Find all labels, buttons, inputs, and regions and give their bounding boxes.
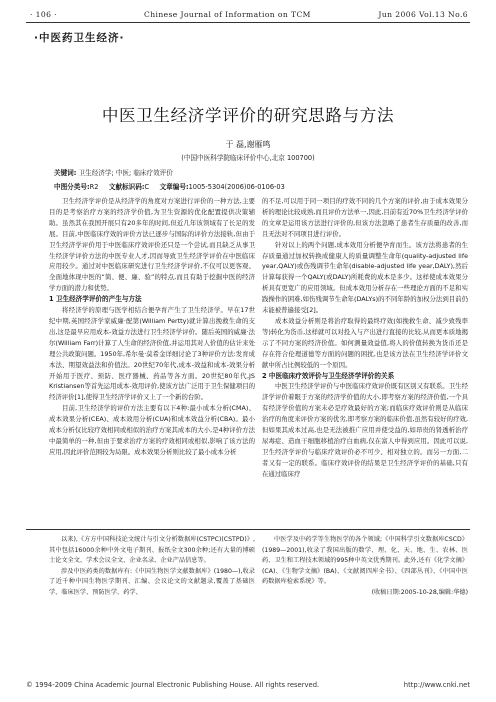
section-heading: 2 中医临床疗效评价与卫生经济学评价的关系 [262,371,395,380]
clc-value: R2 [89,183,99,191]
affiliation: (中国中医科学院临床评价中心,北京 100700) [181,154,315,162]
doc-code-value: C [144,183,150,191]
journal-name: Chinese Journal of Information on TCM [144,10,311,19]
footnote-paragraph: 涉及中医药类的数据库有:《中国生物医学文献数据库》(1980—),收录了近千种中国生物医学期刊、汇编、会议论文的文献题录,覆盖了基础医学、临床医学、预防医学、药学、 [49,567,255,596]
article-no-label: 文章编号: [159,183,189,191]
paragraph: 目前,卫生经济学的评价方法主要有以下4种:最小成本分析(CMA)、成本效果分析(CEA)、成本效用分析(CUA)和成本效益分析(CBA)。最小成本分析仅比较疗效相同或相似的治疗方案其成本的大小,是4种评价方法中最简单的一种,但由于要求治疗方案的疗效相同或相似,影响了该方法的应用,因此评价范围较为局限。成本效果分析则比较了最小成本分析 [49,404,255,456]
paragraph: 针对以上的两个问题,成本效用分析便孕育而生。该方法将患者的生存质量通过加权转换成健康人的质量调整生命年(quality-adjusted life year,QALY)或伤残调节生命年(disable-adjusted life year,DALY),然后计算每获得一个QALY(或DALY)所耗费的成本是多少。这样使成本效果分析具有更宽广的应用领域。但成本效用分析存在一些理论方面的不足和实践操作的困难,如伤残调节生命年(DALYs)的不同年龄的加权分法到目前仍未能被普遍接受[2]。 [262,240,468,315]
doc-code-label: 文献标识码: [108,183,145,191]
clc-label: 中图分类号: [54,183,90,191]
paragraph: 将经济学的原理与医学相结合便孕育产生了卫生经济学。早在17世纪中期,英国经济学家威廉·配第(William Pertty)就计算出挽救生命的支出,这是最早应用成本-效益方法进行卫生经济学评价。随后英国的威廉·法尔(William Farr)计算了人生命的经济价值,并运用其对人价值的估计来处理公共政策问题。1950年,希尔曼·莫希金详细讨论了3种评价方法:发育成本法、期望效益法和价值法。20世纪70年代,成本-效益和成本-效果分析开始用于医疗、预防、医疗器械、药品等各方面。20世纪80年代,JS Kristiansen等首先运用成本-效用评价,使该方法广泛用于卫生保健项目的经济评价[1],使得卫生经济学评价又上了一个新的台阶。 [49,306,255,402]
header-rule [26,22,470,23]
keywords: 卫生经济学; 中医; 临床疗效评价 [78,169,173,177]
footnote-rule [26,529,470,530]
issue-info: Jun 2006 Vol.13 No.6 [378,10,468,19]
page-number: · 106 · [30,10,57,19]
article-title: 中医卫生经济学评价的研究思路与方法 [101,106,395,125]
section-label: ·中医药卫生经济· [34,32,125,44]
paragraph: 的不足,可以用于同一项目的疗效不同的几个方案的评价,由于成本效果分析的理论比较成熟,而且评价方法单一,因此,目前有近70%卫生经济学评价的文章是运用该方法进行评价的,但该方法忽略了患者生存质量的改善,而且无法对不同项目进行评价。 [262,197,468,238]
footnotes-left [49,535,255,598]
body-column-left [49,196,255,458]
paragraph: 中医卫生经济学评价与中医临床疗效评价既有区别又有联系。卫生经济学评价着眼于方案的经济学价值的大小,即考察方案的经济价值,一个具有经济学价值的方案未必是疗效最好的方案;而临床疗效评价则是从临床治疗的角度来评价方案的优劣,即考察方案的临床价值,虽然有较好的疗效,但如果其成本过高,也是无法被推广应用并使受益的,如昂贵的肾透析治疗尿毒症、造血干细胞移植治疗白血病,仅在富人中得到应用。因此可以说,卫生经济学评价与临床疗效评价必不可少、相对独立的。而另一方面,二者又有一定的联系。临床疗效评价的结果是卫生经济学评价的基础,只有在通过临床疗 [262,382,468,478]
copyright-text: © 1994-2009 China Academic Journal Electronic Publishing House. All rights reserved. [26,681,320,689]
footnote-paragraph: 以来),《方方中国科技论文统计与引文分析数据库(CSTPC)(CSTPD)》,其中包括16000余种中外文电子期刊、报纸全文300余种;还有大量的博硕士论文全文、学术会议全文、企业名录、企业产品信息等。 [49,536,255,564]
body-column-right [262,196,468,480]
keywords-label: 关键词: [54,169,77,177]
received-date: (收稿日期:2005-10-28,编辑:华德) [371,588,468,596]
paragraph: 卫生经济学评价是从经济学的角度对方案进行评价的一种方法,主要目的是考察治疗方案的经济学价值,为卫生资源的优化配置提供决策辅助。虽然其在我国开展只有20多年的时间,但近几年该领域有了长足的发展。目前,中医临床疗效的评价方法已逐步与国际的评价方法接轨,但由于卫生经济学评价用于中医临床疗效评价还只是一个尝试,而且缺乏从事卫生经济学评价方法的中医专业人才,因而导致卫生经济学评价在中医临床应用较少。通过对中医临床研究进行卫生经济学评价,不仅可以更客观、全面地体现中医的“简、便、廉、验”的特点,而且有助于挖掘中医的经济学方面的潜力和优势。 [49,197,255,293]
running-header [26,8,470,22]
paragraph: 成本效益分析则是将治疗取得的最终疗效(如挽救生命、减少致残率等)转化为货币,这样就可以对投入与产出进行直接的比较,从而更本质地揭示了不同方案的经济价值。如何测量效益值,将人的价值转换为货币还是存在符合伦理道德等方面的问题的困扰,也是该方法在卫生经济学评价文献中所占比例较低的一个原因。 [262,316,468,369]
footnotes-right [262,535,468,598]
article-no-value: 1005-5304(2006)06-0106-03 [188,183,285,191]
section-heading: 1 卫生经济学评价的产生与方法 [49,295,142,304]
authors: 于 磊,谢雁鸣 [225,140,271,149]
classification-line [54,181,285,191]
website-link[interactable]: http://www.cnki.net [403,681,470,689]
footnote-paragraph: 中医学及中药学等生物医学的各个领域;《中国科学引文数据库CSCD》(1989—2001),收录了我国出版的数学、理、化、天、地、生、农林、医药、卫生和工程技术领域的995种中英文优秀期刊。此外,还有《化学文摘》(CA)、《生物学文摘》(BA)、《文献阅四库全书》、《四部丛刊》、《中国中医药数据库检索系统》等。 [262,536,468,585]
keywords-line [54,167,173,177]
